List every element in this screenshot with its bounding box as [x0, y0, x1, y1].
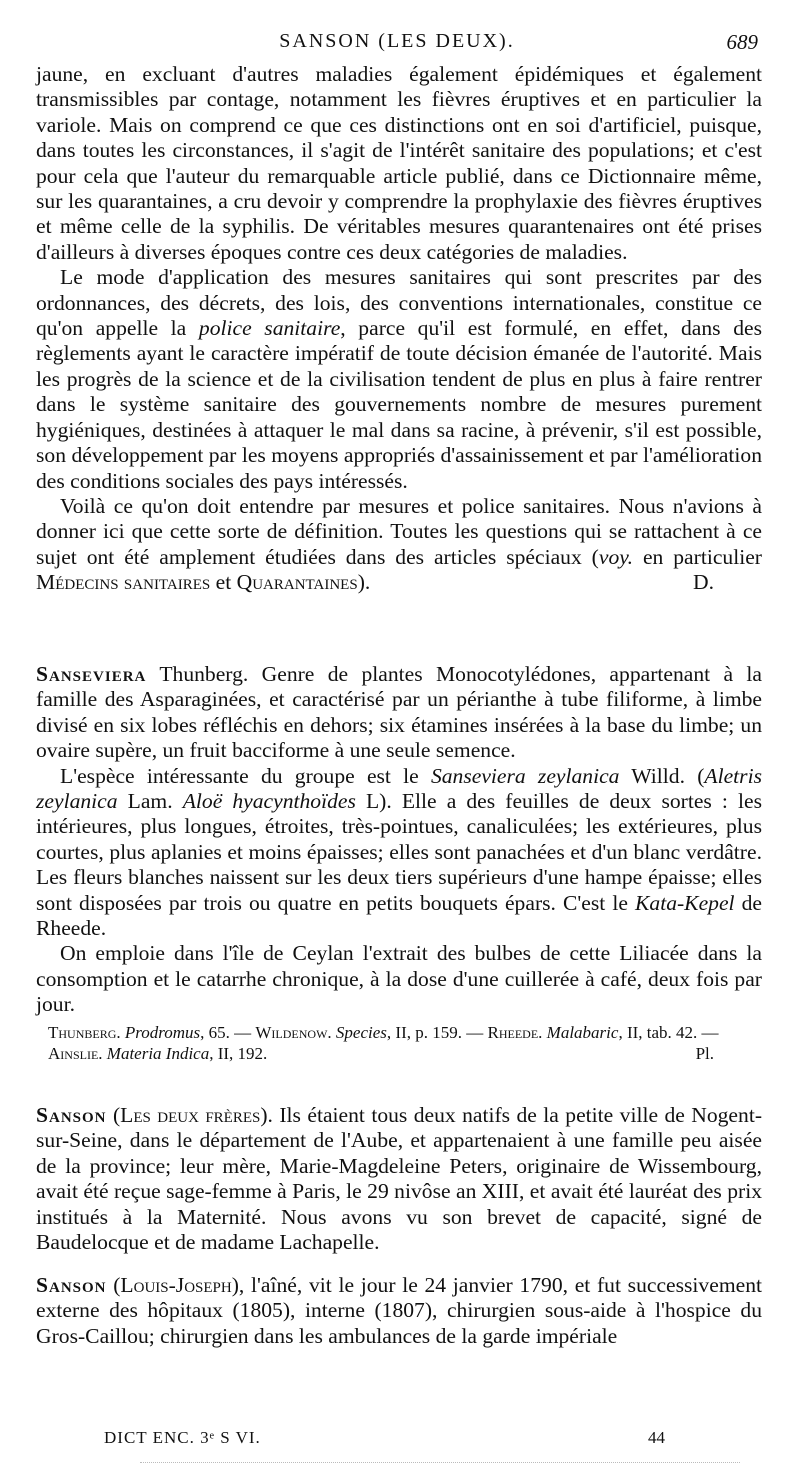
text-run: L'espèce intéressante du groupe est le — [60, 763, 431, 788]
paragraph — [36, 1273, 762, 1349]
text-run: Ils étaient tous deux natifs de la petite ville de Nogent-sur-Seine, dans le département de l'Aube, et appartenaient à une famille peu aisée de la province; leur mère, Marie-Magdeleine Peters, originaire de Wissembourg, avait été reçue sage-femme à Paris, le 29 nivôse an XIII, et avait été lauréat des prix institués à la Maternité. Nous avons vu son brevet de capacité, signé de Baudelocque et de madame Lachapelle. — [36, 1103, 763, 1255]
page-footer — [104, 1428, 700, 1452]
cross-ref-quarantaines: Quarantaines — [236, 570, 358, 595]
text-run: L). Elle a des feuilles de deux sortes : les intérieures, plus longues, étroites, très-pointues, canaliculées; les extérieures, plus courtes, plus aplanies et moins épaisses; elles sont panachées et d'un blanc verdâtre. Les fleurs blanches naissent sur les deux tiers supérieurs d'une hampe épaisse; elles sont disposées par trois ou quatre en petits bouquets épars. C'est le — [36, 789, 762, 915]
page-number: 689 — [726, 30, 758, 54]
paragraph — [36, 662, 762, 764]
text-run: , parce qu'il est formulé, en effet, dans des règlements ayant le caractère impératif de toute décision émanée de l'autorité. Mais les progrès de la science et de la civilisation tendent de plus en plus à faire rentrer dans le système sanitaire des gouvernements nombre de mesures purement hygiéniques, destinées à attaquer le mal dans sa racine, à prévenir, s'il est possible, son développement par les moyens appropriés d'assainissement et par l'amélioration des conditions sociales des pays intéressés. — [36, 316, 763, 493]
ref-title: Prodromus — [124, 1022, 201, 1042]
cross-ref-medecins-sanitaires: Médecins sanitaires — [36, 570, 211, 595]
text-run: Le mode d'application des mesures sanitaires qui sont prescrites par des ordonnances, des décrets, des lois, des conventions internationales, constitue ce qu'on appelle la — [36, 265, 762, 341]
paragraph: jaune, en excluant d'autres maladies également épidémiques et également transmissibles par contage, notamment les fièvres éruptives et en particulier la variole. Mais on comprend ce que ces distinctions ont en soi d'artificiel, puisque, dans toutes les circonstances, il s'agit de l'intérêt sanitaire des populations; et c'est pour cela que l'auteur du remarquable article publié, dans ce Dictionnaire même, sur les quarantaines, a cru devoir y comprendre la prophylaxie des fièvres éruptives et même celle de la syphilis. De véritables mesures quarantenaires ont été prises d'ailleurs à diverses époques contre ces deux catégories de maladies. — [36, 62, 762, 264]
headword: Sanson — [36, 1273, 107, 1297]
text-run: ). — [357, 570, 371, 595]
vernacular-name: Kata-Kepel — [635, 890, 735, 915]
ref-title: Species — [335, 1022, 387, 1042]
ref-title: Materia Indica — [106, 1043, 210, 1063]
article-sanseviera — [36, 662, 762, 1064]
paragraph: On emploie dans l'île de Ceylan l'extrait des bulbes de cette Liliacée dans la consomption et le catarrhe chronique, à la dose d'une cuillerée à café, deux fois par jour. — [36, 941, 762, 1017]
headword: Sanson — [36, 1103, 107, 1127]
paragraph — [36, 265, 762, 494]
author-signature: D. — [693, 570, 714, 595]
section-quarantaine-continuation — [36, 62, 762, 596]
paragraph — [36, 1103, 762, 1255]
page-header — [36, 30, 758, 58]
bibliography — [36, 1022, 762, 1064]
running-title-sub: (LES DEUX). — [378, 30, 515, 52]
ref-detail: , II, p. 159. — — [386, 1022, 488, 1042]
article-sanson-freres — [36, 1103, 762, 1255]
signature-mark: DICT ENC. 3ᵉ S VI. — [104, 1428, 261, 1447]
term-police-sanitaire: police sanitaire — [198, 316, 341, 341]
bottom-rule — [140, 1462, 740, 1463]
ref-author: Thunberg. — [48, 1022, 121, 1042]
headword: Sanseviera — [36, 662, 147, 686]
synonym-name: Aloë hyacynthoïdes — [182, 789, 356, 814]
ref-detail: , II, tab. 42. — — [618, 1022, 719, 1042]
ref-author: Rheede. — [487, 1022, 543, 1042]
paragraph — [36, 494, 762, 596]
text-run: de Rheede. — [36, 890, 763, 941]
running-title-main: SANSON — [279, 30, 372, 52]
ref-detail: , II, 192. — [209, 1043, 268, 1063]
ref-author: Ainslie. — [48, 1043, 103, 1063]
ref-author: Wildenow. — [255, 1022, 332, 1042]
cross-ref-voy: voy. — [598, 544, 634, 569]
authority: Thunberg. — [146, 662, 262, 686]
synonym-name: Aletris zeylanica — [36, 763, 762, 814]
text-run: Willd. ( — [619, 763, 705, 788]
running-title — [36, 30, 758, 53]
article-sanson-louis-joseph — [36, 1273, 762, 1349]
headword-qualifier: (Louis-Joseph) — [113, 1273, 239, 1297]
author-signature: Pl. — [695, 1043, 714, 1063]
paragraph — [36, 764, 762, 942]
text-run: , l'aîné, vit le jour le 24 janvier 1790, et fut successivement externe des hôpitaux (1805), interne (1807), chirurgien sous-aide à l'hospice du Gros-Caillou; chirurgien dans les ambulances de la garde impériale — [36, 1273, 762, 1348]
sheet-number: 44 — [648, 1428, 665, 1447]
ref-detail: , 65. — — [200, 1022, 256, 1042]
text-run: et — [210, 570, 237, 595]
species-name: Sanseviera zeylanica — [430, 763, 620, 788]
text-run: en particulier — [633, 544, 762, 569]
headword-qualifier: (Les deux frères). — [112, 1103, 273, 1127]
text-run: Voilà ce qu'on doit entendre par mesures et police sanitaires. Nous n'avions à donner ici que cette sorte de définition. Toutes les questions qui se rattachent à ce sujet ont été amplement étudiées dans des articles spéciaux ( — [36, 493, 762, 569]
ref-title: Malabaric — [546, 1022, 619, 1042]
text-run: Lam. — [117, 789, 183, 814]
text-run: Genre de plantes Monocotylédones, appartenant à la famille des Asparaginées, et caractérisé par un périanthe à tube filiforme, à limbe divisé en six lobes réfléchis en dehors; six étamines insérées à la base du limbe; un ovaire supère, un fruit bacciforme à une seule semence. — [36, 662, 762, 763]
